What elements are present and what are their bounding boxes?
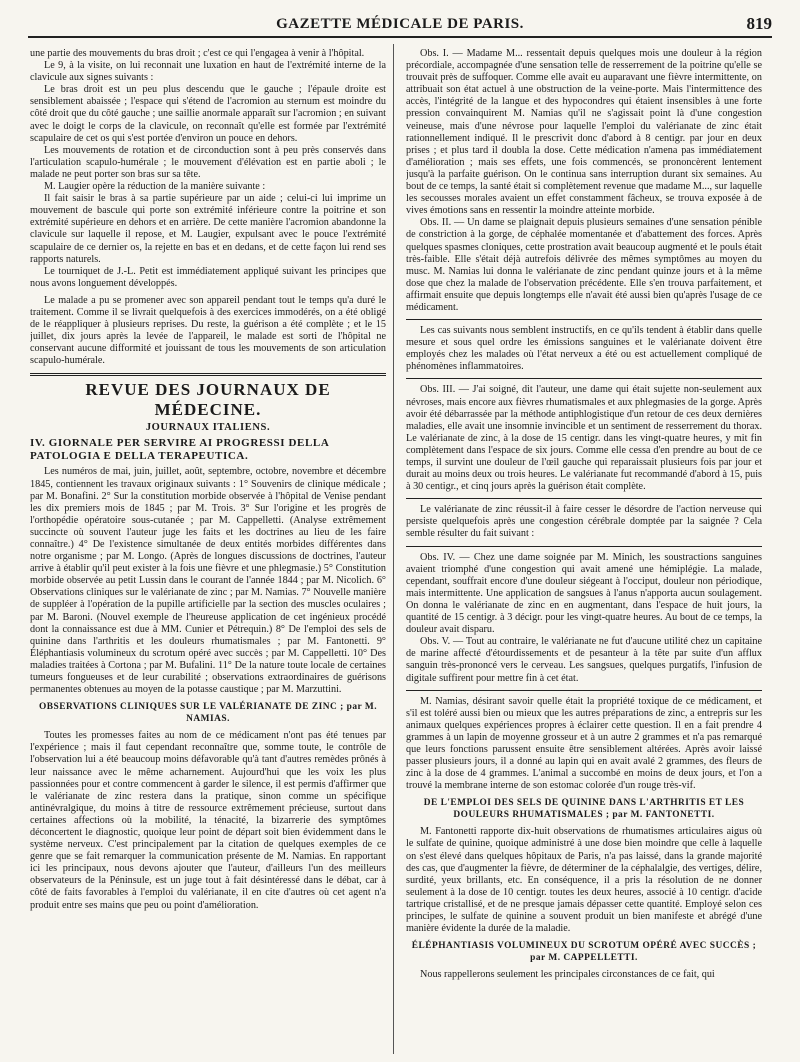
paragraph: Il fait saisir le bras à sa partie supérieure par un aide ; celui-ci lui imprime un mouvement de bascule qui porte son extrémité inférieure contre la poitrine et son extrémité supérieure en dehors et en arrière. De cette manière l'acromion abandonne la clavicule sur laquelle il repose, et M. Laugier, expulsant avec le pouce l'extrémité scapulaire de ce dernier os, la rejette en bas et en dedans, et de cette façon lui rend ses rapports naturels. [30, 193, 386, 265]
paragraph: Obs. II. — Un dame se plaignait depuis plusieurs semaines d'une sensation pénible de constriction à la gorge, de céphalée momentanée et d'abattement des forces. Après quelques spasmes cloniques, cette prostration avait beaucoup augmenté et le pouls était très-faible. Elle s'était déjà autrefois délivrée des mêmes symptômes au moyen du musc. M. Namias lui donna le valérianate de zinc pendant quinze jours et à la même dose que chez la malade de l'observation précédente. Elle s'en trouva parfaitement, et affirmait ensuite que depuis longtemps elle n'avait été aussi bien qu'après l'usage de ce médicament. [406, 217, 762, 313]
column-divider [393, 44, 394, 1054]
paragraph: Le malade a pu se promener avec son appareil pendant tout le temps qu'a duré le traitement. Comme il se livrait quelquefois à des exercices immodérés, on a été obligé de le réappliquer à plusieurs reprises. Du reste, la guérison a été complète ; et le 15 juillet, dix jours après la levée de l'appareil, le malade est sorti de l'hôpital ne conservant aucune difformité et jouissant de tous les mouvements de son articulation scapulo-humérale. [30, 294, 386, 367]
paragraph: Les numéros de mai, juin, juillet, août, septembre, octobre, novembre et décembre 1845, contiennent les travaux originaux suivants : 1° Souvenirs de clinique médicale ; par M. Bonafini. 2° Sur la constitution morbide observée à l'hôpital de Venise pendant les dix premiers mois de 1845 ; par M. Trois. 3° Sur l'origine et les progrès de l'orthopédie opératoire sous-cutanée ; par M. Cappelletti. (Analyse extrêmement succincte où souvent l'auteur juge les faits et les doctrines au lieu de les faire connaître.) 4° De l'existence simultanée de deux entités morbides différentes dans notre organisme ; par M. Longo. (Après de longues discussions de doctrines, l'auteur arrive à établir qu'il peut exister à la fois une fièvre et une phlegmasie.) 5° Constitution morbide observée au petit Lussin dans le courant de l'année 1844 ; par M. Nicolich. 6° Observations cliniques sur le valérianate de zinc ; par M. Namias. 7° Nouvelle manière de suppléer à l'opération de la pupille artificielle par la section des muscles oculaires ; par M. Baroni. (Nouvel exemple de l'heureuse application de cet ingénieux procédé dont la connaissance est due à MM. Cunier et Pétrequin.) 8° De l'emploi des sels de quinine dans l'arthritis et les douleurs rhumatismales ; par M. Fantonetti. 9° Éléphantiasis volumineux du scrotum opéré avec succès ; par M. Cappelletti. 10° Des maladies traitées à Cortona ; par M. Bufalini. 11° De la nature toute locale de certaines tumeurs fongueuses et de leur curabilité ; observations extraordinaires de guérisons permanentes obtenues au moyen de la potasse caustique ; par M. Marzuttini. [30, 466, 386, 696]
paragraph: une partie des mouvements du bras droit ; c'est ce qui l'engagea à venir à l'hôpital. [30, 48, 365, 59]
left-column [30, 48, 386, 1053]
section-title: REVUE DES JOURNAUX DE MÉDECINE. [85, 380, 331, 420]
right-column [406, 48, 762, 1053]
section-rule [30, 373, 386, 376]
paragraph: Les mouvements de rotation et de circonduction sont à peu près conservés dans l'articulation scapulo-humérale ; le mouvement d'élévation est en partie aboli ; le malade ne peut porter son bras sur sa tête. [30, 144, 386, 180]
journal-title: IV. GIORNALE PER SERVIRE AI PROGRESSI DELLA PATOLOGIA E DELLA TERAPEUTICA. [30, 437, 329, 463]
paragraph: Obs. I. — Madame M... ressentait depuis quelques mois une douleur à la région précordiale, accompagnée d'une sensation telle de resserrement de la poitrine qu'elle se trouvait près de suffoquer. Comme elle avait eu auparavant une fièvre intermittente, on attribuait son état actuel à une obstruction de la veine-porte. Mais l'intermittence des accès, l'intégrité de la langue et des hypocondres qui étaient insensibles à une forte pression convainquirent M. Namias qu'il ne s'agissait point là d'une congestion veineuse, mais d'une névrose pour laquelle l'emploi du valérianate de zinc était rationnellement indiqué. Il le prescrivit donc d'abord à 8 centigr. par jour en deux prises ; et plus tard il doubla la dose. Cette médication n'amena pas immédiatement d'amélioration ; mais ses effets, une fois commencés, se prononcèrent lentement jusqu'à la parfaite guérison. On le continua sans interruption durant six semaines. Au bout de ce temps, la santé était si complètement revenue que madame M..., sur laquelle les secousses morales avaient un effet constamment fâcheux, se trouva exposée à de vives émotions sans en ressentir la moindre atteinte morbide. [406, 48, 762, 217]
paragraph: M. Laugier opère la réduction de la manière suivante : [44, 181, 266, 193]
paragraph: Obs. III. — J'ai soigné, dit l'auteur, une dame qui était sujette non-seulement aux névroses, mais encore aux fièvres rhumatismales et aux phlegmasies de la gorge. Après avoir été débarrassée par la méthode antiphlogistique d'un retour de ces deux dernières maladies, elle avait une insomnie invincible et un sentiment de resserrement du thorax. Le valérianate de zinc, à la dose de 15 centigr. dans les vingt-quatre heures, y mit fin complètement dans l'espace de six jours. Comme elle cessa d'en prendre au bout de ce temps, il survint une douleur de l'œil gauche qui reparaissait plusieurs fois par jour et durait au moins deux ou trois heures. Le valérianate fut recommandé d'abord à 15, puis à 30 centigr., et cinq jours après la guérison était complète. [406, 384, 762, 493]
paragraph: Le valérianate de zinc réussit-il à faire cesser le désordre de l'action nerveuse qui persiste quelquefois après une congestion cérébrale domptée par la saignée ? Cela semble résulter du fait suivant : [406, 504, 762, 540]
paragraph: Le bras droit est un peu plus descendu que le gauche ; l'épaule droite est sensiblement abaissée ; l'espace qui s'étend de l'acromion au sternum est moindre du côté droit que du côté gauche ; une saillie anormale apparaît sur l'acromion ; en suivant avec le doigt le corps de la clavicule, on reconnaît qu'elle est formée par l'extrémité scapulaire de cet os qui s'est portée d'environ un pouce en dehors. [30, 84, 386, 144]
article-heading: ÉLÉPHANTIASIS VOLUMINEUX DU SCROTUM OPÉRÉ AVEC SUCCÈS ; par M. CAPPELLETTI. [411, 941, 757, 963]
divider [406, 378, 762, 379]
paragraph: Obs. IV. — Chez une dame soignée par M. Minich, les soustractions sanguines avaient triomphé d'une congestion qui avait amené une hémiplégie. La malade, cependant, souffrait encore d'une douleur siégeant à l'occiput, douleur non périodique, mais intermittente. Une application de sangsues à l'anus n'apporta aucun soulagement. On donna le valérianate de zinc en en augmentant, dans l'espace de huit jours, la quantité de 15 centigr. à 3 décigr. pour les vingt-quatre heures. Au bout de ce temps, la douleur avait disparu. [406, 551, 762, 636]
paragraph: M. Fantonetti rapporte dix-huit observations de rhumatismes articulaires aigus où le sulfate de quinine, quoique administré à une dose bien moindre que celle à laquelle on s'est élevé dans quelques hôpitaux de Paris, n'a pas laissé, dans la grande majorité des cas, que d'augmenter la fièvre, de déterminer de la céphalalgie, des vertiges, délire, surdité, yeux brillants, etc. En conséquence, il a pris la résolution de ne donner seulement à la dose de 10 centigr. toutes les deux heures, associé à 10 centigr. d'acide tartrique cristallisé, et de ne presque jamais dépasser cette quantité. Employé selon ces principes, le sulfate de quinine a souvent produit un bien manifeste et abrégé d'une manière évidente la durée de la maladie. [406, 826, 762, 935]
paragraph: Obs. V. — Tout au contraire, le valérianate ne fut d'aucune utilité chez un capitaine de marine affecté d'étourdissements et de pesanteur à la tête par suite d'un afflux sanguin très-prononcé vers le cerveau. Les sangsues, quelques purgatifs, l'infusion de digitale suffirent pour mettre fin à cet état. [406, 636, 762, 684]
divider [406, 498, 762, 499]
divider [406, 546, 762, 547]
paragraph: M. Namias, désirant savoir quelle était la propriété toxique de ce médicament, et s'il est toléré aussi bien ou mieux que les autres préparations de zinc, a entrepris sur les animaux quelques expériences propres à éclairer cette question. Il en a fait prendre 4 grammes à un lapin de moyenne grosseur et à un autre 2 grammes et n'a pas remarqué que leurs fonctions parussent ensuite être sensiblement altérées. Après avoir laissé passer plusieurs jours, il a donné au lapin qui en avait avalé 2 grammes, des fleurs de zinc à la dose de 4 grammes. L'animal a succombé en moins de deux jours, et l'on a trouvé la membrane interne de son estomac colorée d'un rouge très-vif. [406, 695, 762, 792]
page-header [28, 14, 772, 38]
paragraph: Toutes les promesses faites au nom de ce médicament n'ont pas été tenues par l'expérience ; mais il faut cependant reconnaître que, somme toute, le contrôle de l'observation lui a été beaucoup moins défavorable qu'à tant d'autres remèdes prônés à leur naissance avec le même acharnement. Aujourd'hui que les voix les plus passionnées pour et contre commencent à garder le silence, il est permis d'affirmer que le valérianate de zinc restera dans la pratique, sinon comme un spécifique antinévralgique, du moins à titre de ressource extrêmement précieuse, surtout dans certaines affections où la mobilité, la ténacité, la bizarrerie des symptômes déconcertent le diagnostic, quoique leur point de départ soit bien évidemment dans le système nerveux. C'est principalement par la citation de quelques exemples de ce genre que se fait remarquer la communication présente de M. Namias. En rapportant ici les principaux, nous devons ajouter que l'auteur, d'ailleurs l'un des meilleurs observateurs de la Péninsule, est un juge tout à fait désintéressé dans le débat, car à côté de faits favorables à l'emploi du valérianate, il en cite d'autres où cet agent n'a produit entre ses mains que peu ou point d'amélioration. [30, 730, 386, 911]
paragraph: Nous rappellerons seulement les principales circonstances de ce fait, qui [420, 969, 715, 981]
paragraph: Les cas suivants nous semblent instructifs, en ce qu'ils tendent à établir dans quelle mesure et sous quel ordre les émissions sanguines et le valérianate doivent être employés chez les malades où l'état nerveux a été ou est actuellement compliqué de phénomènes inflammatoires. [406, 325, 762, 373]
article-heading: OBSERVATIONS CLINIQUES SUR LE VALÉRIANATE DE ZINC ; par M. NAMIAS. [38, 702, 378, 724]
running-title: GAZETTE MÉDICALE DE PARIS. [276, 16, 524, 32]
divider [406, 319, 762, 320]
section-subtitle: JOURNAUX ITALIENS. [145, 422, 271, 434]
paragraph: Le tourniquet de J.-L. Petit est immédiatement appliqué suivant les principes que nous avons longuement développés. [30, 265, 386, 289]
page-number: 819 [746, 14, 772, 33]
divider [406, 690, 762, 691]
paragraph: Le 9, à la visite, on lui reconnait une luxation en haut de l'extrémité interne de la clavicule aux signes suivants : [30, 60, 386, 84]
article-heading: DE L'EMPLOI DES SELS DE QUININE DANS L'ARTHRITIS ET LES DOULEURS RHUMATISMALES ; par M. FANTONETTI. [423, 798, 745, 820]
